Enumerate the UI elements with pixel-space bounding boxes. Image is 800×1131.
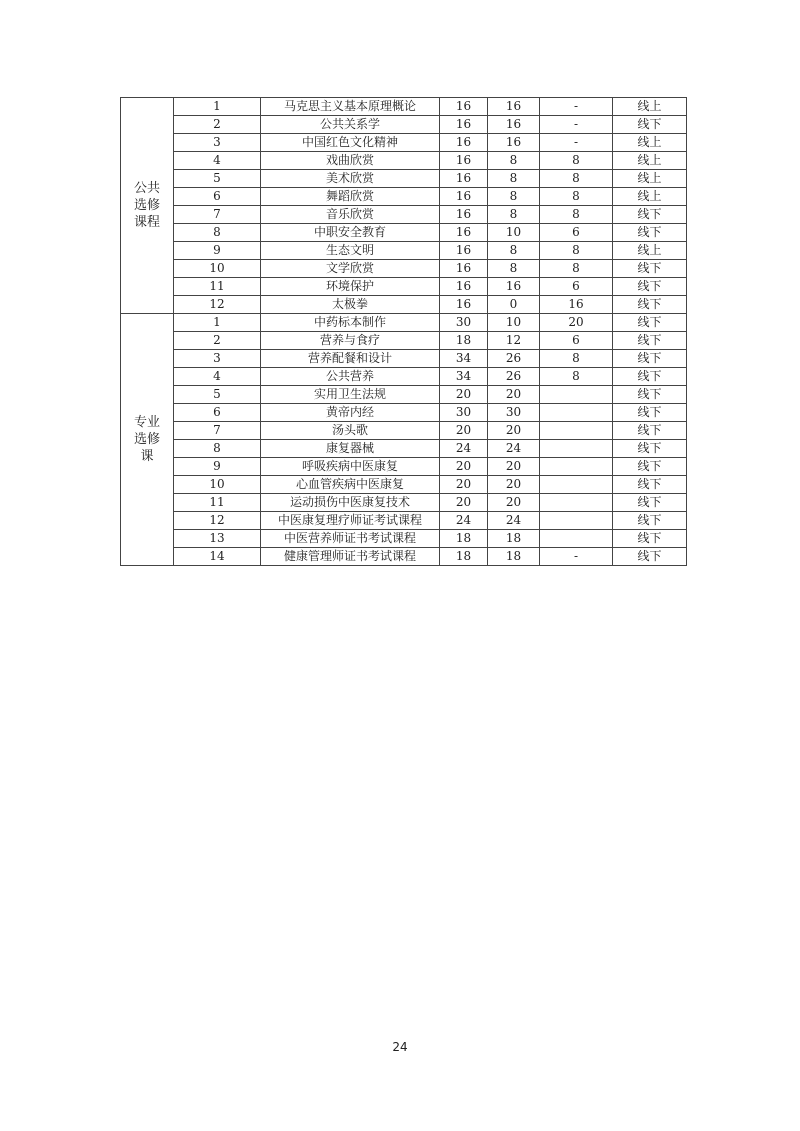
course-number-cell: 2 (174, 116, 261, 134)
theory-hours-cell: 24 (488, 440, 540, 458)
total-hours-cell: 16 (440, 242, 488, 260)
table-row (121, 530, 687, 548)
course-name-cell: 环境保护 (261, 278, 440, 296)
course-name-cell: 营养与食疗 (261, 332, 440, 350)
total-hours-cell: 16 (440, 260, 488, 278)
total-hours-cell: 16 (440, 170, 488, 188)
course-name-cell: 健康管理师证书考试课程 (261, 548, 440, 566)
theory-hours-cell: 20 (488, 458, 540, 476)
table-row (121, 116, 687, 134)
table-row (121, 548, 687, 566)
teaching-mode-cell: 线上 (613, 170, 687, 188)
theory-hours-cell: 26 (488, 350, 540, 368)
course-name-cell: 中医康复理疗师证考试课程 (261, 512, 440, 530)
theory-hours-cell: 8 (488, 206, 540, 224)
practice-hours-cell: 8 (540, 152, 613, 170)
theory-hours-cell: 10 (488, 314, 540, 332)
course-number-cell: 9 (174, 458, 261, 476)
theory-hours-cell: 10 (488, 224, 540, 242)
total-hours-cell: 30 (440, 314, 488, 332)
total-hours-cell: 34 (440, 350, 488, 368)
teaching-mode-cell: 线下 (613, 314, 687, 332)
course-number-cell: 10 (174, 476, 261, 494)
course-name-cell: 马克思主义基本原理概论 (261, 98, 440, 116)
table-row (121, 152, 687, 170)
theory-hours-cell: 8 (488, 152, 540, 170)
theory-hours-cell: 16 (488, 98, 540, 116)
theory-hours-cell: 20 (488, 476, 540, 494)
teaching-mode-cell: 线下 (613, 476, 687, 494)
theory-hours-cell: 0 (488, 296, 540, 314)
theory-hours-cell: 26 (488, 368, 540, 386)
course-name-cell: 中职安全教育 (261, 224, 440, 242)
table-row (121, 512, 687, 530)
course-number-cell: 6 (174, 404, 261, 422)
teaching-mode-cell: 线下 (613, 368, 687, 386)
category-label-line: 公共 (133, 181, 160, 196)
theory-hours-cell: 16 (488, 116, 540, 134)
teaching-mode-cell: 线上 (613, 242, 687, 260)
practice-hours-cell (540, 386, 613, 404)
total-hours-cell: 20 (440, 458, 488, 476)
total-hours-cell: 20 (440, 476, 488, 494)
practice-hours-cell: 20 (540, 314, 613, 332)
practice-hours-cell: 6 (540, 332, 613, 350)
teaching-mode-cell: 线下 (613, 404, 687, 422)
teaching-mode-cell: 线下 (613, 386, 687, 404)
theory-hours-cell: 20 (488, 422, 540, 440)
teaching-mode-cell: 线上 (613, 134, 687, 152)
total-hours-cell: 34 (440, 368, 488, 386)
course-name-cell: 康复器械 (261, 440, 440, 458)
teaching-mode-cell: 线下 (613, 206, 687, 224)
category-label-line: 课 (140, 449, 154, 464)
course-number-cell: 4 (174, 368, 261, 386)
teaching-mode-cell: 线上 (613, 188, 687, 206)
course-name-cell: 呼吸疾病中医康复 (261, 458, 440, 476)
table-row (121, 188, 687, 206)
practice-hours-cell: 6 (540, 224, 613, 242)
total-hours-cell: 30 (440, 404, 488, 422)
course-name-cell: 运动损伤中医康复技术 (261, 494, 440, 512)
course-name-cell: 中药标本制作 (261, 314, 440, 332)
teaching-mode-cell: 线下 (613, 458, 687, 476)
practice-hours-cell: - (540, 134, 613, 152)
practice-hours-cell: 8 (540, 350, 613, 368)
table-row (121, 170, 687, 188)
practice-hours-cell (540, 440, 613, 458)
course-name-cell: 戏曲欣赏 (261, 152, 440, 170)
theory-hours-cell: 8 (488, 260, 540, 278)
course-number-cell: 5 (174, 386, 261, 404)
total-hours-cell: 20 (440, 386, 488, 404)
theory-hours-cell: 8 (488, 170, 540, 188)
table-row (121, 404, 687, 422)
practice-hours-cell (540, 512, 613, 530)
course-number-cell: 8 (174, 224, 261, 242)
course-name-cell: 汤头歌 (261, 422, 440, 440)
total-hours-cell: 24 (440, 512, 488, 530)
table-row (121, 278, 687, 296)
practice-hours-cell: 8 (540, 206, 613, 224)
teaching-mode-cell: 线下 (613, 224, 687, 242)
course-name-cell: 生态文明 (261, 242, 440, 260)
theory-hours-cell: 12 (488, 332, 540, 350)
course-name-cell: 文学欣赏 (261, 260, 440, 278)
course-number-cell: 8 (174, 440, 261, 458)
table-row (121, 134, 687, 152)
theory-hours-cell: 16 (488, 278, 540, 296)
total-hours-cell: 16 (440, 188, 488, 206)
theory-hours-cell: 16 (488, 134, 540, 152)
theory-hours-cell: 8 (488, 188, 540, 206)
course-number-cell: 3 (174, 134, 261, 152)
category-label-line: 选修 (133, 432, 160, 447)
practice-hours-cell: - (540, 98, 613, 116)
total-hours-cell: 20 (440, 422, 488, 440)
course-number-cell: 10 (174, 260, 261, 278)
course-name-cell: 营养配餐和设计 (261, 350, 440, 368)
practice-hours-cell: 16 (540, 296, 613, 314)
teaching-mode-cell: 线下 (613, 350, 687, 368)
course-name-cell: 黄帝内经 (261, 404, 440, 422)
course-number-cell: 7 (174, 206, 261, 224)
total-hours-cell: 16 (440, 278, 488, 296)
total-hours-cell: 18 (440, 530, 488, 548)
category-cell (121, 314, 174, 566)
practice-hours-cell: 8 (540, 188, 613, 206)
total-hours-cell: 20 (440, 494, 488, 512)
course-number-cell: 5 (174, 170, 261, 188)
course-name-cell: 舞蹈欣赏 (261, 188, 440, 206)
table-row (121, 476, 687, 494)
course-number-cell: 12 (174, 296, 261, 314)
total-hours-cell: 16 (440, 152, 488, 170)
course-name-cell: 太极拳 (261, 296, 440, 314)
course-table (120, 97, 687, 566)
table-row (121, 494, 687, 512)
table-row (121, 98, 687, 116)
course-number-cell: 2 (174, 332, 261, 350)
theory-hours-cell: 18 (488, 548, 540, 566)
course-number-cell: 11 (174, 278, 261, 296)
course-number-cell: 9 (174, 242, 261, 260)
table-row (121, 224, 687, 242)
table-row (121, 386, 687, 404)
teaching-mode-cell: 线下 (613, 422, 687, 440)
table-row (121, 206, 687, 224)
table-row (121, 332, 687, 350)
theory-hours-cell: 18 (488, 530, 540, 548)
teaching-mode-cell: 线下 (613, 332, 687, 350)
practice-hours-cell (540, 494, 613, 512)
course-number-cell: 1 (174, 314, 261, 332)
course-name-cell: 美术欣赏 (261, 170, 440, 188)
table-row (121, 422, 687, 440)
course-number-cell: 14 (174, 548, 261, 566)
teaching-mode-cell: 线下 (613, 548, 687, 566)
course-number-cell: 7 (174, 422, 261, 440)
teaching-mode-cell: 线下 (613, 440, 687, 458)
table-row (121, 314, 687, 332)
course-name-cell: 公共关系学 (261, 116, 440, 134)
practice-hours-cell: 8 (540, 368, 613, 386)
category-label-line: 选修 (133, 198, 160, 213)
total-hours-cell: 16 (440, 224, 488, 242)
category-label-line: 专业 (133, 415, 160, 430)
table-row (121, 260, 687, 278)
practice-hours-cell (540, 404, 613, 422)
teaching-mode-cell: 线下 (613, 278, 687, 296)
teaching-mode-cell: 线下 (613, 260, 687, 278)
course-number-cell: 3 (174, 350, 261, 368)
total-hours-cell: 16 (440, 116, 488, 134)
course-name-cell: 音乐欣赏 (261, 206, 440, 224)
course-number-cell: 1 (174, 98, 261, 116)
table-row (121, 368, 687, 386)
course-number-cell: 11 (174, 494, 261, 512)
practice-hours-cell (540, 530, 613, 548)
table-row (121, 242, 687, 260)
theory-hours-cell: 24 (488, 512, 540, 530)
course-number-cell: 12 (174, 512, 261, 530)
teaching-mode-cell: 线下 (613, 512, 687, 530)
practice-hours-cell: - (540, 548, 613, 566)
category-cell (121, 98, 174, 314)
theory-hours-cell: 8 (488, 242, 540, 260)
total-hours-cell: 16 (440, 98, 488, 116)
page-number: 24 (392, 1040, 408, 1054)
total-hours-cell: 18 (440, 332, 488, 350)
course-name-cell: 公共营养 (261, 368, 440, 386)
theory-hours-cell: 20 (488, 494, 540, 512)
course-number-cell: 13 (174, 530, 261, 548)
practice-hours-cell: 8 (540, 260, 613, 278)
table-row (121, 458, 687, 476)
practice-hours-cell: - (540, 116, 613, 134)
course-number-cell: 6 (174, 188, 261, 206)
course-name-cell: 实用卫生法规 (261, 386, 440, 404)
teaching-mode-cell: 线下 (613, 530, 687, 548)
table-row (121, 296, 687, 314)
course-name-cell: 中国红色文化精神 (261, 134, 440, 152)
total-hours-cell: 24 (440, 440, 488, 458)
table-row (121, 350, 687, 368)
practice-hours-cell (540, 476, 613, 494)
teaching-mode-cell: 线下 (613, 116, 687, 134)
practice-hours-cell (540, 422, 613, 440)
total-hours-cell: 18 (440, 548, 488, 566)
course-number-cell: 4 (174, 152, 261, 170)
teaching-mode-cell: 线下 (613, 494, 687, 512)
theory-hours-cell: 30 (488, 404, 540, 422)
course-name-cell: 中医营养师证书考试课程 (261, 530, 440, 548)
theory-hours-cell: 20 (488, 386, 540, 404)
total-hours-cell: 16 (440, 296, 488, 314)
teaching-mode-cell: 线上 (613, 152, 687, 170)
course-name-cell: 心血管疾病中医康复 (261, 476, 440, 494)
practice-hours-cell: 6 (540, 278, 613, 296)
total-hours-cell: 16 (440, 134, 488, 152)
teaching-mode-cell: 线上 (613, 98, 687, 116)
total-hours-cell: 16 (440, 206, 488, 224)
category-label-line: 课程 (133, 215, 160, 230)
teaching-mode-cell: 线下 (613, 296, 687, 314)
practice-hours-cell: 8 (540, 170, 613, 188)
practice-hours-cell (540, 458, 613, 476)
table-row (121, 440, 687, 458)
table-body (121, 98, 687, 566)
practice-hours-cell: 8 (540, 242, 613, 260)
